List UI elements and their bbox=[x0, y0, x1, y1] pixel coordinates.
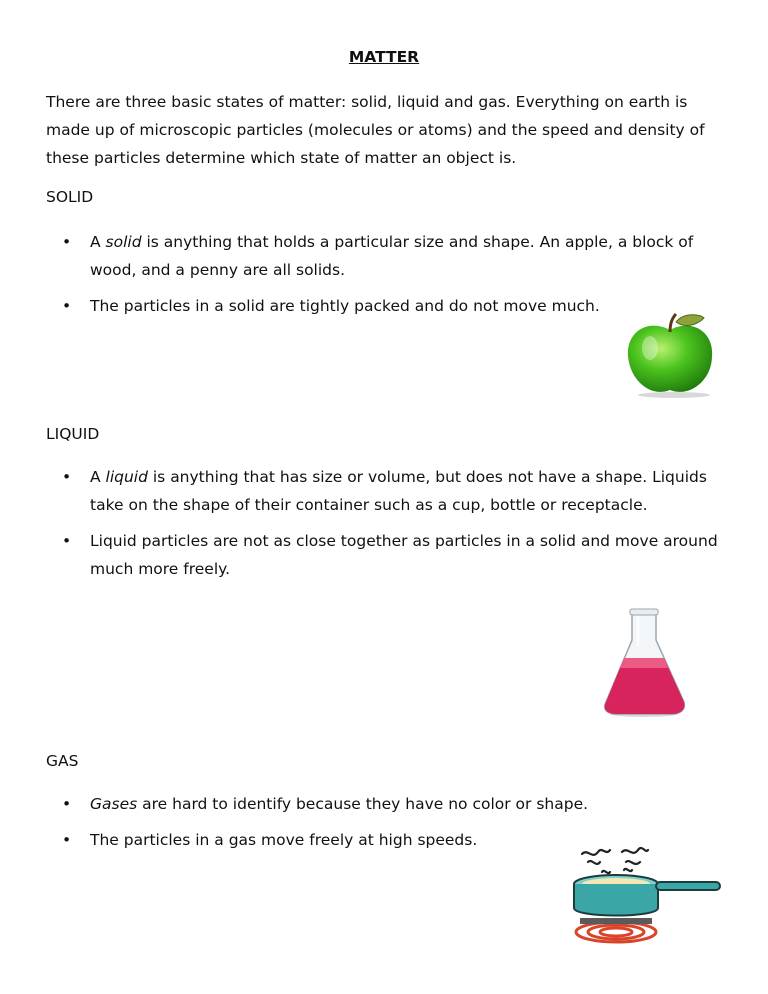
list-item: • The particles in a gas move freely at high speeds. bbox=[62, 826, 722, 854]
term-gases: Gases bbox=[90, 795, 138, 813]
bullet-icon: • bbox=[62, 297, 72, 315]
bullet-icon: • bbox=[62, 233, 72, 251]
apple-icon bbox=[618, 312, 720, 398]
term-liquid: liquid bbox=[105, 468, 148, 486]
list-item: • Gases are hard to identify because they have no color or shape. bbox=[62, 790, 722, 818]
list-item: • A liquid is anything that has size or volume, but does not have a shape. Liquids take on the shape of their container such as a cup, bottle or receptacle. bbox=[62, 463, 722, 519]
gas-heading: GAS bbox=[46, 752, 79, 770]
liquid-heading: LIQUID bbox=[46, 425, 100, 443]
steaming-pot-icon bbox=[568, 846, 724, 946]
liquid-list bbox=[62, 463, 722, 591]
bullet-icon: • bbox=[62, 795, 72, 813]
page-title: MATTER bbox=[348, 48, 420, 66]
bullet-icon: • bbox=[62, 468, 72, 486]
bullet-icon: • bbox=[62, 532, 72, 550]
list-item: • The particles in a solid are tightly packed and do not move much. bbox=[62, 292, 722, 320]
bullet-icon: • bbox=[62, 831, 72, 849]
term-solid: solid bbox=[105, 233, 142, 251]
list-item: • Liquid particles are not as close together as particles in a solid and move around much more freely. bbox=[62, 527, 722, 583]
intro-paragraph: There are three basic states of matter: solid, liquid and gas. Everything on earth is made up of microscopic particles (molecules or atoms) and the speed and density of these particles determine which state of matter an object is. bbox=[46, 93, 705, 167]
solid-heading: SOLID bbox=[46, 188, 94, 206]
list-item: • A solid is anything that holds a particular size and shape. An apple, a block of wood, and a penny are all solids. bbox=[62, 228, 722, 284]
flask-icon bbox=[604, 606, 690, 718]
